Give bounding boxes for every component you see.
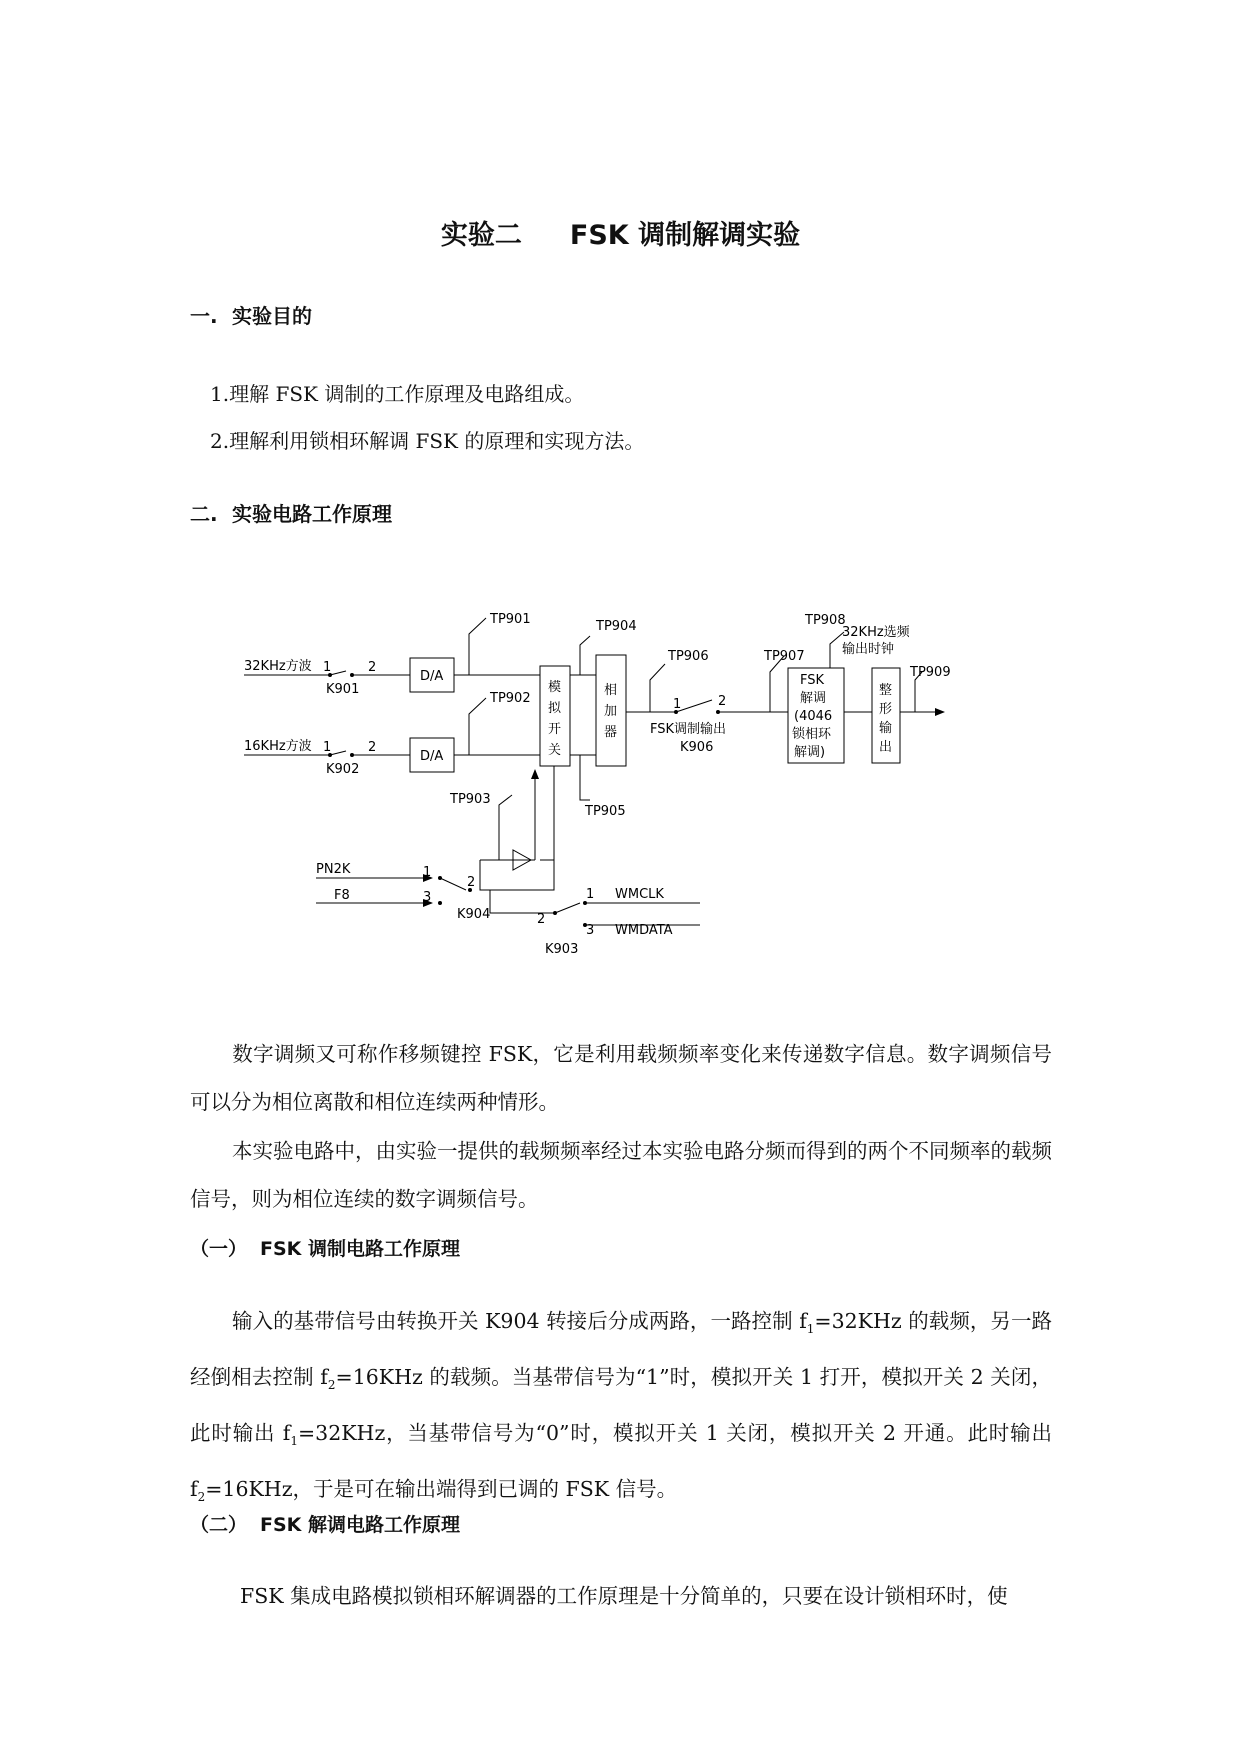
label-da-2: D/A	[420, 749, 444, 764]
label-tp902: TP902	[490, 691, 531, 706]
label-k906: K906	[680, 740, 714, 755]
svg-text:FSK: FSK	[800, 673, 825, 688]
label-k904: K904	[457, 907, 491, 922]
svg-text:形: 形	[879, 702, 893, 717]
svg-text:开: 开	[548, 722, 562, 737]
label-tp905: TP905	[585, 804, 626, 819]
svg-text:1: 1	[673, 697, 682, 712]
svg-text:出: 出	[879, 740, 893, 755]
label-k902: K902	[326, 762, 360, 777]
svg-text:模: 模	[548, 680, 562, 695]
svg-text:输: 输	[879, 721, 893, 736]
title-part2: FSK 调制解调实验	[569, 220, 801, 251]
label-tp901: TP901	[490, 612, 531, 627]
svg-text:解调: 解调	[800, 691, 827, 706]
label-da-1: D/A	[420, 669, 444, 684]
label-tp903: TP903	[450, 792, 491, 807]
objective-item-2: 2.理解利用锁相环解调 FSK 的原理和实现方法。	[210, 429, 645, 453]
label-tp908: TP908	[805, 613, 846, 628]
svg-text:2: 2	[537, 912, 546, 927]
svg-text:相: 相	[604, 683, 618, 698]
label-tp907: TP907	[764, 649, 805, 664]
section-heading-objectives: 一. 实验目的	[190, 304, 312, 328]
switch-k902-blade	[330, 751, 346, 755]
svg-text:3: 3	[423, 890, 432, 905]
svg-text:锁相环: 锁相环	[792, 727, 832, 742]
svg-text:解调): 解调)	[794, 745, 826, 760]
wire-control-vertical	[540, 766, 554, 860]
svg-text:2: 2	[368, 660, 377, 675]
label-k903: K903	[545, 942, 579, 957]
label-k901: K901	[326, 682, 360, 697]
switch-k901-blade	[330, 671, 346, 675]
label-fsk-out: FSK调制输出	[650, 722, 727, 737]
paragraph-circuit: 本实验电路中，由实验一提供的载频频率经过本实验电路分频而得到的两个不同频率的载频信号，则为相位连续的数字调频信号。	[190, 1139, 1052, 1211]
section-heading-principle: 二. 实验电路工作原理	[190, 502, 392, 526]
label-wmdata: WMDATA	[615, 923, 673, 938]
svg-text:1: 1	[586, 887, 595, 902]
label-32k: 32KHz方波	[244, 659, 312, 674]
svg-text:整: 整	[879, 683, 893, 698]
svg-text:2: 2	[467, 875, 476, 890]
subsection-heading-demodulation: （二） FSK 解调电路工作原理	[190, 1514, 461, 1536]
svg-text:1: 1	[423, 865, 432, 880]
svg-text:1: 1	[323, 660, 332, 675]
svg-text:(4046: (4046	[794, 709, 833, 724]
label-tp909: TP909	[910, 665, 951, 680]
objective-item-1: 1.理解 FSK 调制的工作原理及电路组成。	[210, 382, 585, 406]
label-wmclk: WMCLK	[615, 887, 664, 902]
svg-text:2: 2	[718, 694, 727, 709]
svg-text:3: 3	[586, 923, 595, 938]
svg-text:2: 2	[368, 740, 377, 755]
switch-k903-blade	[555, 903, 580, 913]
paragraph-demodulation: FSK 集成电路模拟锁相环解调器的工作原理是十分简单的，只要在设计锁相环时，使	[240, 1584, 1008, 1608]
svg-text:32KHz选频: 32KHz选频	[842, 625, 910, 640]
label-16k: 16KHz方波	[244, 739, 312, 754]
svg-text:加: 加	[604, 704, 618, 719]
svg-text:器: 器	[604, 725, 618, 740]
subsection-heading-modulation: （一） FSK 调制电路工作原理	[190, 1238, 461, 1260]
svg-text:关: 关	[548, 743, 562, 758]
title-part1: 实验二	[440, 220, 522, 251]
label-f8: F8	[334, 888, 350, 903]
svg-text:拟: 拟	[548, 701, 562, 716]
svg-text:1: 1	[323, 740, 332, 755]
paragraph-modulation: 输入的基带信号由转换开关 K904 转接后分成两路，一路控制 $f_1=32KHz$ 的载频，另一路经倒相去控制 $f_2=16KHz$ 的载频。当基带信号为“1”时，模拟开关 1 打开，模拟开关 2 关闭，此时输出 $f_1=32KHz$，当基带信号为“0”时，模拟开关 1 关闭，模拟开关 2 开通。此时输出 $f_2=16KHz$，于是可在输出端得到已调的 FSK 信号。	[190, 1309, 1052, 1505]
switch-k904-blade	[440, 878, 466, 890]
switch-k906-blade	[676, 700, 712, 712]
label-pn2k: PN2K	[316, 862, 351, 877]
svg-text:输出时钟: 输出时钟	[842, 642, 895, 657]
label-tp904: TP904	[596, 619, 637, 634]
label-tp906: TP906	[668, 649, 709, 664]
paragraph-fsk-intro: 数字调频又可称作移频键控 FSK，它是利用载频频率变化来传递数字信息。数字调频信号可以分为相位离散和相位连续两种情形。	[190, 1042, 1052, 1114]
